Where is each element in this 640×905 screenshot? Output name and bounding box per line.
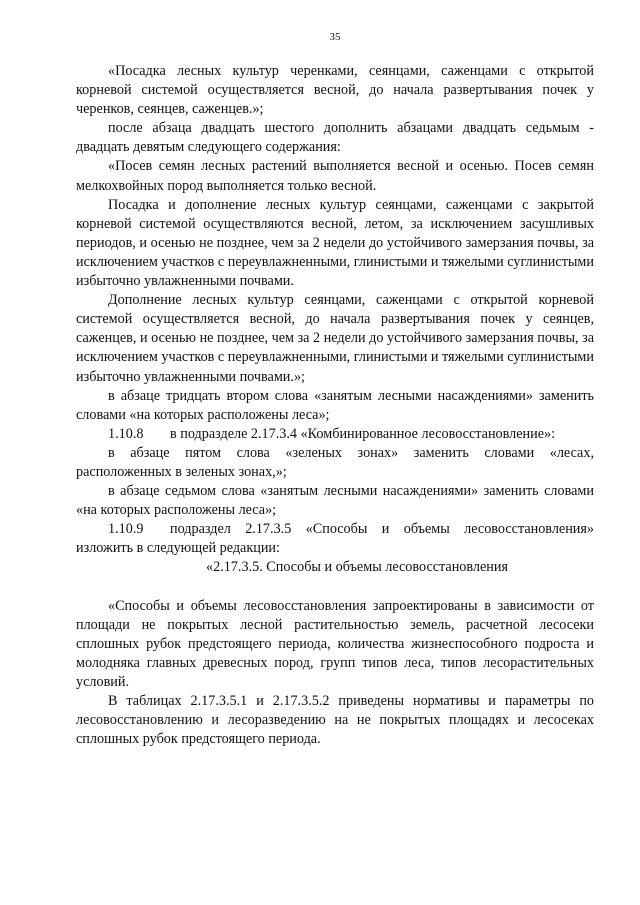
item-text: подраздел 2.17.3.5 «Способы и объемы лесовосстановления» изложить в следующей редакции: bbox=[76, 521, 594, 557]
paragraph: Посадка и дополнение лесных культур сеянцами, саженцами с закрытой корневой системой осуществляются весной, летом, за исключением засушливых периодов, и осенью не позднее, чем за 2 недели до устойчивого замерзания почвы, за исключением участков с переувлажненными, глинистыми и тяжелыми суглинистыми избыточно увлажненными почвами. bbox=[76, 196, 594, 290]
document-page bbox=[76, 30, 594, 749]
page-number: 35 bbox=[329, 31, 341, 43]
paragraph: «Посев семян лесных растений выполняется весной и осенью. Посев семян мелкохвойных пород выполняется только весной. bbox=[76, 158, 594, 194]
section-heading: «2.17.3.5. Способы и объемы лесовосстановления bbox=[206, 559, 508, 576]
list-item-1-10-9 bbox=[76, 520, 594, 558]
paragraph: в абзаце тридцать втором слова «занятым лесными насаждениями» заменить словами «на которых расположены леса»; bbox=[76, 387, 594, 423]
paragraph: в абзаце седьмом слова «занятым лесными насаждениями» заменить словами «на которых расположены леса»; bbox=[76, 483, 594, 519]
paragraph: Дополнение лесных культур сеянцами, саженцами с открытой корневой системой осуществляется весной, до начала развертывания почек у сеянцев, саженцев, и осенью не позднее, чем за 2 недели до устойчивого замерзания почвы, за исключением участков с переувлажненными, глинистыми и тяжелыми суглинистыми избыточно увлажненными почвами.»; bbox=[76, 292, 594, 385]
paragraph: В таблицах 2.17.3.5.1 и 2.17.3.5.2 приведены нормативы и параметры по лесовосстановлению и лесоразведению на не покрытых площадях и лесосеках сплошных рубок предстоящего периода. bbox=[76, 693, 594, 748]
paragraph: «Посадка лесных культур черенками, сеянцами, саженцами с открытой корневой системой осуществляется весной, до начала развертывания почек у черенков, сеянцев, саженцев.»; bbox=[76, 63, 594, 118]
item-number: 1.10.9 bbox=[108, 521, 144, 538]
paragraph: после абзаца двадцать шестого дополнить абзацами двадцать седьмым - двадцать девятым следующего содержания: bbox=[76, 120, 594, 156]
item-text: в подразделе 2.17.3.4 «Комбинированное лесовосстановление»: bbox=[170, 425, 556, 442]
list-item-1-10-8 bbox=[76, 425, 594, 444]
paragraph: «Способы и объемы лесовосстановления запроектированы в зависимости от площади не покрытых лесной растительностью земель, расчетной лесосеки сплошных рубок предстоящего периода, количества жизнеспособного подроста и молодняка главных древесных пород, групп типов леса, типов лесорастительных условий. bbox=[76, 597, 594, 690]
paragraph: в абзаце пятом слова «зеленых зонах» заменить словами «лесах, расположенных в зеленых зонах,»; bbox=[76, 444, 594, 480]
item-number: 1.10.8 bbox=[108, 425, 144, 442]
